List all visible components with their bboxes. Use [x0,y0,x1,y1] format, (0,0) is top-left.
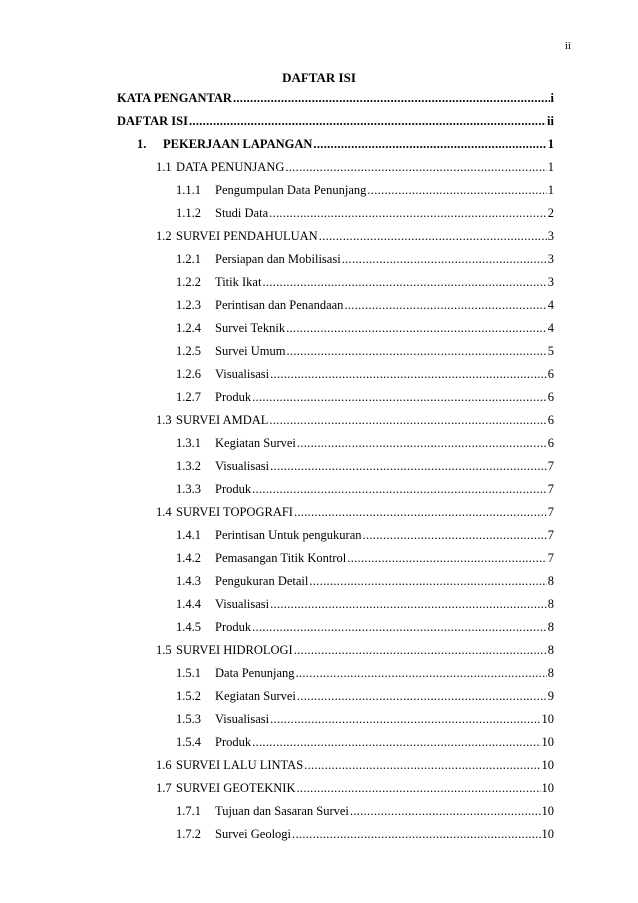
toc-entry[interactable] [176,389,554,405]
toc-dot-leader [286,343,546,359]
toc-entry-page: 7 [547,459,554,473]
toc-entry-page: 7 [547,528,554,542]
toc-entry[interactable] [156,412,554,428]
toc-entry-title: Kegiatan Survei [215,689,296,703]
toc-entry[interactable] [176,435,554,451]
toc-entry-title: SURVEI HIDROLOGI [176,643,293,657]
toc-entry-page: 7 [547,505,554,519]
toc-dot-leader [269,205,547,221]
toc-entry-number: 1.5.4 [176,735,201,749]
toc-entry[interactable] [176,205,554,221]
toc-entry-title: Visualisasi [215,367,270,381]
toc-dot-leader [309,573,546,589]
toc-entry-page: 1 [547,160,554,174]
toc-entry[interactable] [156,780,554,796]
toc-dot-leader [252,734,540,750]
toc-entry[interactable] [176,550,554,566]
toc-dot-leader [313,136,546,152]
toc-entry-number: 1.5.3 [176,712,201,726]
toc-entry-page: 6 [547,436,554,450]
toc-entry-number: 1.4 [156,505,172,519]
toc-entry-number: 1.4.4 [176,597,201,611]
toc-dot-leader [285,159,546,175]
toc-entry-title: Produk [215,482,252,496]
toc-entry-page: 8 [547,620,554,634]
toc-entry[interactable] [156,228,554,244]
toc-entry-title: SURVEI GEOTEKNIK [176,781,296,795]
toc-entry[interactable] [156,642,554,658]
toc-entry-page: i [550,91,554,105]
toc-entry-number: 1.4.1 [176,528,201,542]
toc-entry-page: 8 [547,597,554,611]
toc-entry-title: Survei Geologi [215,827,292,841]
toc-entry-number: 1.3.2 [176,459,201,473]
toc-entry[interactable] [176,458,554,474]
toc-entry[interactable] [176,182,554,198]
toc-entry-number: 1.3 [156,413,172,427]
toc-entry-page: 4 [547,298,554,312]
toc-dot-leader [367,182,546,198]
toc-entry-page: 10 [541,712,554,726]
toc-entry-title: SURVEI PENDAHULUAN [176,229,318,243]
toc-entry-number: 1.2.4 [176,321,201,335]
toc-entry[interactable] [176,527,554,543]
toc-entry-page: 1 [547,183,554,197]
toc-entry-title: SURVEI LALU LINTAS [176,758,304,772]
toc-entry[interactable] [176,711,554,727]
toc-dot-leader [297,688,547,704]
toc-entry[interactable] [176,343,554,359]
toc-entry[interactable] [137,136,554,152]
toc-entry-title: Produk [215,390,252,404]
toc-entry-number: 1. [137,137,147,151]
toc-entry-page: 6 [547,390,554,404]
toc-entry[interactable] [156,757,554,773]
toc-dot-leader [294,504,547,520]
toc-entry-title: Produk [215,735,252,749]
toc-entry-title: Pemasangan Titik Kontrol [215,551,347,565]
toc-entry[interactable] [176,251,554,267]
toc-entry-page: 3 [547,229,554,243]
toc-dot-leader [252,389,547,405]
toc-entry-number: 1.1 [156,160,172,174]
toc-entry-number: 1.4.3 [176,574,201,588]
toc-entry-title: SURVEI AMDAL [176,413,269,427]
toc-dot-leader [297,435,547,451]
toc-dot-leader [347,550,546,566]
toc-entry-number: 1.5.1 [176,666,201,680]
toc-entry-page: 1 [547,137,554,151]
toc-entry[interactable] [176,274,554,290]
toc-entry-number: 1.2.2 [176,275,201,289]
toc-entry-title: Visualisasi [215,712,270,726]
toc-dot-leader [304,757,540,773]
toc-dot-leader [319,228,547,244]
toc-entry[interactable] [176,803,554,819]
toc-dot-leader [270,366,547,382]
toc-entry-number: 1.1.1 [176,183,201,197]
toc-entry[interactable] [176,320,554,336]
toc-entry-title: SURVEI TOPOGRAFI [176,505,293,519]
toc-entry[interactable] [176,688,554,704]
toc-entry-title: DAFTAR ISI [117,114,188,128]
toc-entry-page: ii [547,114,554,128]
toc-entry-page: 2 [547,206,554,220]
toc-entry-page: 10 [541,804,554,818]
toc-dot-leader [269,412,546,428]
toc-entry-page: 8 [547,666,554,680]
toc-dot-leader [342,251,547,267]
toc-dot-leader [363,527,547,543]
toc-entry-title: Survei Teknik [215,321,286,335]
toc-entry-title: PEKERJAAN LAPANGAN [163,137,313,151]
toc-entry-title: Studi Data [215,206,269,220]
toc-entry-title: KATA PENGANTAR [117,91,232,105]
toc-entry-title: Produk [215,620,252,634]
toc-dot-leader [292,826,540,842]
toc-entry[interactable] [176,481,554,497]
toc-entry[interactable] [156,504,554,520]
toc-entry-number: 1.7 [156,781,172,795]
toc-entry[interactable] [176,665,554,681]
toc-entry-number: 1.4.5 [176,620,201,634]
toc-entry-number: 1.7.2 [176,827,201,841]
toc-entry-number: 1.4.2 [176,551,201,565]
toc-entry[interactable] [117,113,554,129]
toc-dot-leader [233,90,550,106]
toc-entry-page: 8 [547,574,554,588]
toc-entry[interactable] [176,573,554,589]
toc-entry-page: 9 [547,689,554,703]
toc-entry[interactable] [176,596,554,612]
toc-entry-number: 1.5.2 [176,689,201,703]
toc-entry-page: 10 [541,827,554,841]
toc-entry-number: 1.2.3 [176,298,201,312]
toc-dot-leader [262,274,546,290]
toc-entry-page: 4 [547,321,554,335]
toc-entry-number: 1.2.6 [176,367,201,381]
toc-dot-leader [252,481,547,497]
toc-entry-page: 6 [547,413,554,427]
toc-dot-leader [296,665,547,681]
toc-dot-leader [350,803,541,819]
toc-entry[interactable] [156,159,554,175]
toc-entry-page: 8 [547,643,554,657]
toc-entry-title: Visualisasi [215,597,270,611]
toc-entry-page: 7 [547,482,554,496]
toc-dot-leader [296,780,540,796]
toc-entry[interactable] [176,734,554,750]
toc-dot-leader [189,113,546,129]
toc-entry[interactable] [117,90,554,106]
toc-entry-title: Perintisan dan Penandaan [215,298,344,312]
toc-entry[interactable] [176,826,554,842]
toc-entry[interactable] [176,619,554,635]
toc-entry[interactable] [176,297,554,313]
toc-entry-title: Kegiatan Survei [215,436,296,450]
page-number: ii [564,40,571,52]
toc-entry-title: Pengukuran Detail [215,574,309,588]
toc-entry-number: 1.6 [156,758,172,772]
toc-entry-number: 1.3.3 [176,482,201,496]
toc-entry-number: 1.2.5 [176,344,201,358]
toc-entry[interactable] [176,366,554,382]
toc-entry-page: 10 [541,735,554,749]
toc-entry-number: 1.2.7 [176,390,201,404]
toc-entry-page: 3 [547,252,554,266]
toc-dot-leader [270,711,540,727]
toc-dot-leader [252,619,547,635]
toc-entry-page: 3 [547,275,554,289]
toc-entry-title: Survei Umum [215,344,286,358]
toc-entry-page: 10 [541,781,554,795]
toc-entry-number: 1.2.1 [176,252,201,266]
toc-entry-title: Persiapan dan Mobilisasi [215,252,341,266]
toc-entry-page: 5 [547,344,554,358]
page-title: DAFTAR ISI [282,70,356,85]
toc-entry-title: Visualisasi [215,459,270,473]
toc-entry-number: 1.5 [156,643,172,657]
toc-entry-number: 1.1.2 [176,206,201,220]
toc-entry-title: Titik Ikat [215,275,262,289]
toc-entry-number: 1.7.1 [176,804,201,818]
toc-entry-number: 1.3.1 [176,436,201,450]
toc-dot-leader [294,642,547,658]
toc-entry-title: Pengumpulan Data Penunjang [215,183,367,197]
toc-entry-page: 6 [547,367,554,381]
toc-dot-leader [270,596,547,612]
toc-dot-leader [344,297,546,313]
toc-entry-page: 7 [547,551,554,565]
toc-entry-page: 10 [541,758,554,772]
toc-entry-number: 1.2 [156,229,172,243]
toc-entry-title: DATA PENUNJANG [176,160,285,174]
toc-dot-leader [286,320,547,336]
toc-entry-title: Tujuan dan Sasaran Survei [215,804,349,818]
toc-entry-title: Data Penunjang [215,666,295,680]
toc-entry-title: Perintisan Untuk pengukuran [215,528,362,542]
toc-dot-leader [270,458,547,474]
